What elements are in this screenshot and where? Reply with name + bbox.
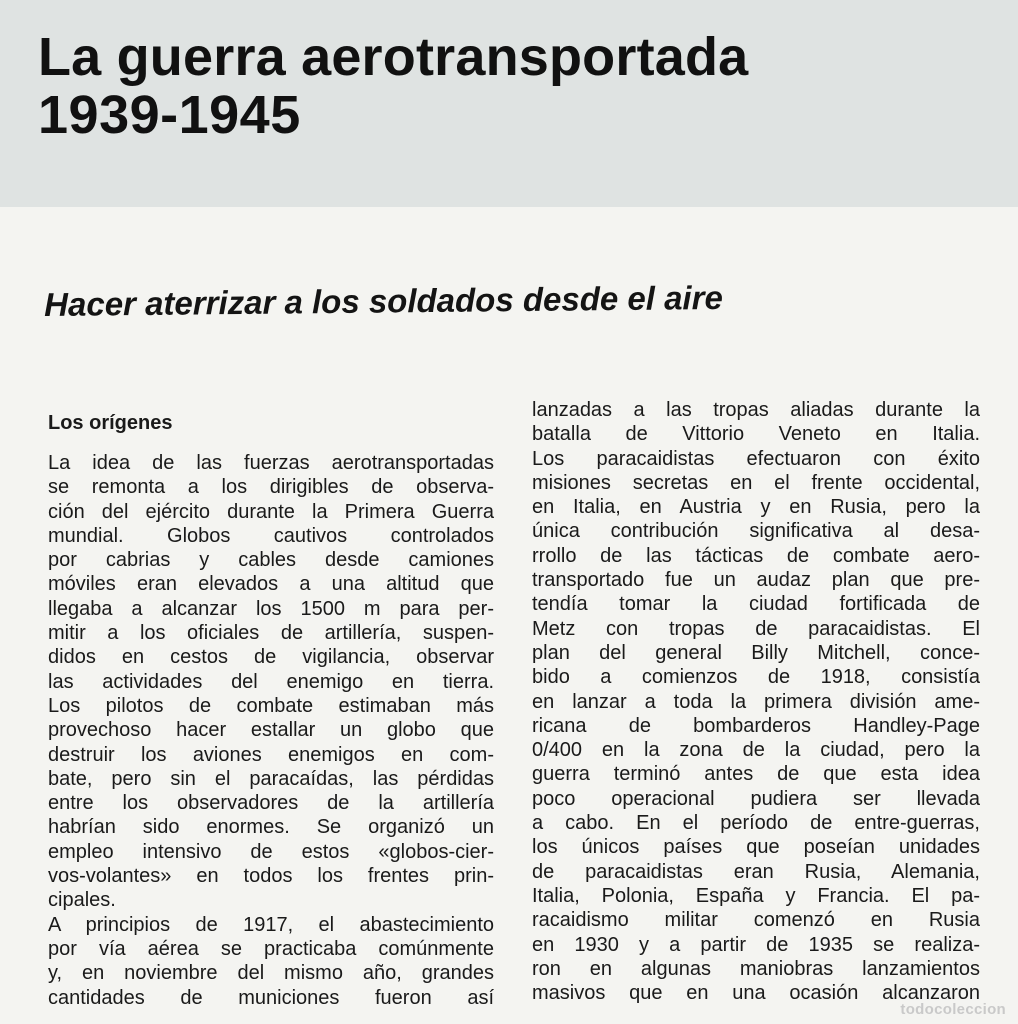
- text-line: guerra terminó antes de que esta idea: [532, 763, 980, 786]
- left-column: [48, 411, 494, 1010]
- text-line: Metz con tropas de paracaidistas. El: [532, 617, 980, 640]
- text-line: única contribución significativa al desa-: [532, 520, 980, 543]
- text-line: ción del ejército durante la Primera Guerra: [48, 500, 494, 523]
- text-line: racaidismo militar comenzó en Rusia: [532, 909, 980, 932]
- text-line: a cabo. En el período de entre-guerras,: [532, 812, 980, 835]
- text-line: cantidades de municiones fueron así: [48, 986, 494, 1009]
- paragraph-1: [48, 451, 494, 913]
- text-line: lanzadas a las tropas aliadas durante la: [532, 399, 980, 421]
- article-subtitle: Hacer aterrizar a los soldados desde el aire: [43, 278, 724, 323]
- text-line: los únicos países que poseían unidades: [532, 836, 980, 859]
- text-line: móviles eran elevados a una altitud que: [48, 573, 494, 596]
- text-line: tendía tomar la ciudad fortificada de: [532, 593, 980, 616]
- text-line: vos-volantes» en todos los frentes prin-: [48, 865, 494, 888]
- text-line: La idea de las fuerzas aerotransportadas: [48, 452, 494, 474]
- text-line: ricana de bombarderos Handley-Page: [532, 714, 980, 737]
- text-line: las actividades del enemigo en tierra.: [48, 670, 494, 693]
- text-line: transportado fue un audaz plan que pre-: [532, 569, 980, 592]
- text-line: en lanzar a toda la primera división ame-: [532, 690, 980, 713]
- text-line: ron en algunas maniobras lanzamientos: [532, 957, 980, 980]
- text-line: habrían sido enormes. Se organizó un: [48, 816, 494, 839]
- text-line: Los paracaidistas efectuaron con éxito: [532, 447, 980, 470]
- text-line: misiones secretas en el frente occidental,: [532, 471, 980, 494]
- right-column: [532, 398, 980, 1005]
- text-line: plan del general Billy Mitchell, conce-: [532, 641, 980, 664]
- text-line: bate, pero sin el paracaídas, las pérdidas: [48, 767, 494, 790]
- text-line: 0/400 en la zona de la ciudad, pero la: [532, 739, 980, 762]
- watermark: todocoleccion: [900, 1001, 1006, 1018]
- text-line: Los pilotos de combate estimaban más: [48, 694, 494, 717]
- section-heading: Los orígenes: [48, 412, 173, 434]
- text-line: destruir los aviones enemigos en com-: [48, 743, 494, 766]
- text-line: entre los observadores de la artillería: [48, 792, 494, 815]
- header-band: [0, 0, 1018, 207]
- text-line: por vía aérea se practicaba comúnmente: [48, 937, 494, 960]
- text-line: provechoso hacer estallar un globo que: [48, 719, 494, 742]
- text-line: rrollo de las tácticas de combate aero-: [532, 544, 980, 567]
- paragraph-continued: [532, 398, 980, 1005]
- text-line: por cabrias y cables desde camiones: [48, 549, 494, 572]
- text-line: mitir a los oficiales de artillería, suspen-: [48, 622, 494, 645]
- text-line: batalla de Vittorio Veneto en Italia.: [532, 423, 980, 446]
- text-line: llegaba a alcanzar los 1500 m para per-: [48, 597, 494, 620]
- text-line: cipales.: [48, 889, 116, 912]
- text-line: Italia, Polonia, España y Francia. El pa-: [532, 884, 980, 907]
- text-line: en 1930 y a partir de 1935 se realiza-: [532, 933, 980, 956]
- text-line: bido a comienzos de 1918, consistía: [532, 666, 980, 689]
- text-line: poco operacional pudiera ser llevada: [532, 787, 980, 810]
- text-line: se remonta a los dirigibles de observa-: [48, 476, 494, 499]
- text-line: empleo intensivo de estos «globos-cier-: [48, 840, 494, 863]
- text-line: y, en noviembre del mismo año, grandes: [48, 962, 494, 985]
- text-line: A principios de 1917, el abastecimiento: [48, 913, 494, 936]
- text-line: didos en cestos de vigilancia, observar: [48, 646, 494, 669]
- page-title-line-1: La guerra aerotransportada: [38, 27, 749, 87]
- text-line: masivos que en una ocasión alcanzaron: [532, 982, 980, 1005]
- text-line: en Italia, en Austria y en Rusia, pero la: [532, 496, 980, 519]
- text-line: de paracaidistas eran Rusia, Alemania,: [532, 860, 980, 883]
- page-title-line-2: 1939-1945: [38, 85, 301, 145]
- text-line: mundial. Globos cautivos controlados: [48, 524, 494, 547]
- paragraph-2: [48, 913, 494, 1010]
